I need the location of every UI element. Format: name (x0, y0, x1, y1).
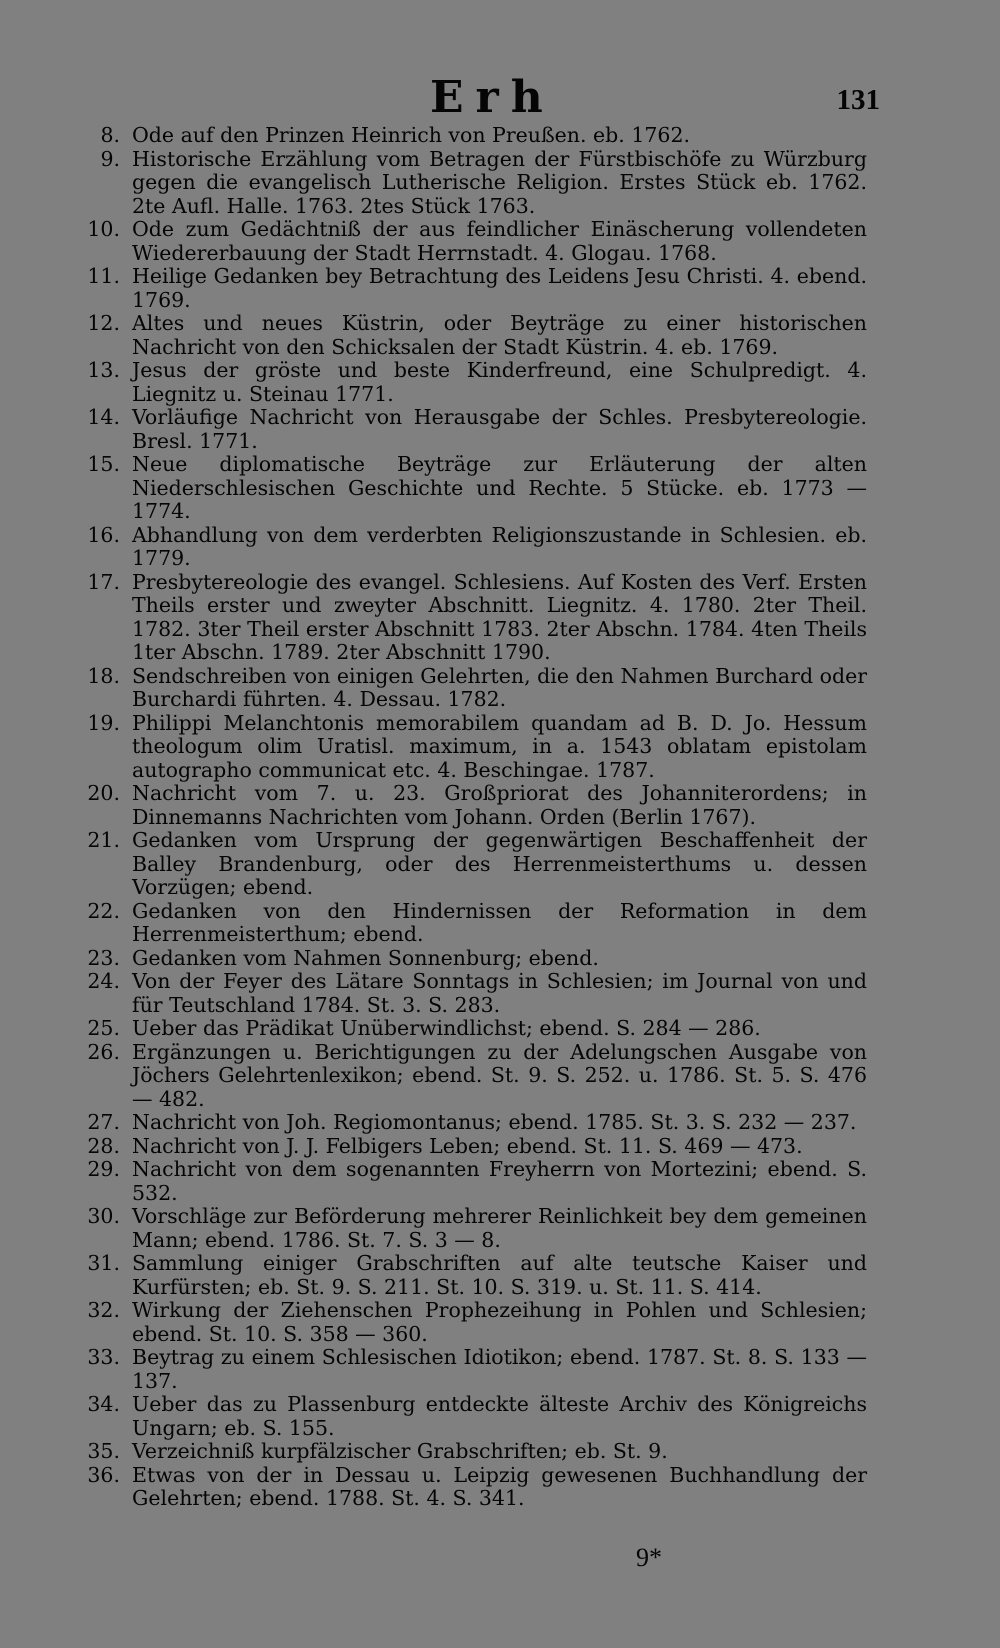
entry-number: 13. (87, 358, 120, 382)
entry-text: Ueber das Prädikat Unüberwindlichst; ebend. S. 284 — 286. (132, 1016, 761, 1040)
entry-number: 25. (87, 1016, 120, 1040)
bibliography-entry (0, 1346, 1000, 1393)
entry-text: Presbytereologie des evangel. Schlesiens. Auf Kosten des Verf. Ersten Theils erster und zweyter Abschnitt. Liegnitz. 4. 1780. 2ter Theil. 1782. 3ter Theil erster Abschnitt 1783. 2ter Abschn. 1784. 4ten Theils 1ter Abschn. 1789. 2ter Abschnitt 1790. (132, 569, 867, 664)
entry-text: Verzeichniß kurpfälzischer Grabschriften; eb. St. 9. (132, 1439, 668, 1463)
entry-text: Ode zum Gedächtniß der aus feindlicher Einäscherung vollendeten Wiedererbauung der Stadt Herrnstadt. 4. Glogau. 1768. (132, 217, 867, 265)
entry-text: Wirkung der Ziehenschen Prophezeihung in Pohlen und Schlesien; ebend. St. 10. S. 358 — 360. (132, 1298, 867, 1346)
entry-text: Ode auf den Prinzen Heinrich von Preußen. eb. 1762. (132, 123, 691, 147)
entry-text: Etwas von der in Dessau u. Leipzig gewesenen Buchhandlung der Gelehrten; ebend. 1788. St. 4. S. 341. (132, 1462, 867, 1510)
bibliography-entry (0, 1041, 1000, 1112)
signature-mark: 9* (636, 1543, 662, 1572)
bibliography-entry (0, 900, 1000, 947)
bibliography-list (0, 124, 1000, 1511)
entry-number: 30. (87, 1204, 120, 1228)
entry-text: Gedanken vom Ursprung der gegenwärtigen Beschaffenheit der Balley Brandenburg, oder des Herrenmeisterthums u. dessen Vorzügen; ebend. (132, 828, 867, 899)
entry-text: Nachricht von dem sogenannten Freyherrn von Mortezini; ebend. S. 532. (132, 1157, 867, 1205)
entry-number: 12. (87, 311, 120, 335)
entry-text: Nachricht vom 7. u. 23. Großpriorat des Johanniterordens; in Dinnemanns Nachrichten vom Johann. Orden (Berlin 1767). (132, 781, 867, 829)
entry-number: 9. (100, 146, 120, 171)
bibliography-entry (0, 1158, 1000, 1205)
entry-text: Jesus der gröste und beste Kinderfreund, eine Schulpredigt. 4. Liegnitz u. Steinau 1771. (132, 358, 867, 406)
bibliography-entry (0, 1464, 1000, 1511)
entry-number: 29. (87, 1157, 120, 1181)
entry-number: 33. (87, 1345, 120, 1369)
entry-text: Altes und neues Küstrin, oder Beyträge zu einer historischen Nachricht von den Schicksalen der Stadt Küstrin. 4. eb. 1769. (132, 311, 867, 359)
entry-number: 19. (87, 710, 120, 735)
entry-number: 32. (87, 1298, 120, 1322)
bibliography-entry (0, 947, 1000, 971)
page-number: 131 (836, 84, 880, 116)
entry-text: Neue diplomatische Beyträge zur Erläuterung der alten Niederschlesischen Geschichte und Rechte. 5 Stücke. eb. 1773 — 1774. (132, 452, 867, 523)
entry-text: Sendschreiben von einigen Gelehrten, die den Nahmen Burchard oder Burchardi führten. 4. Dessau. 1782. (132, 663, 867, 711)
bibliography-entry (0, 453, 1000, 524)
bibliography-entry (0, 970, 1000, 1017)
entry-text: Nachricht von Joh. Regiomontanus; ebend. 1785. St. 3. S. 232 — 237. (132, 1110, 857, 1134)
entry-text: Ergänzungen u. Berichtigungen zu der Adelungschen Ausgabe von Jöchers Gelehrtenlexikon; ebend. St. 9. S. 252. u. 1786. St. 5. S. 476 — 482. (132, 1039, 867, 1111)
entry-number: 31. (87, 1251, 120, 1275)
entry-number: 34. (87, 1392, 120, 1416)
bibliography-entry (0, 712, 1000, 783)
entry-number: 27. (87, 1110, 120, 1134)
entry-number: 16. (87, 522, 120, 547)
entry-text: Von der Feyer des Lätare Sonntags in Schlesien; im Journal von und für Teutschland 1784. St. 3. S. 283. (132, 969, 867, 1017)
entry-text: Sammlung einiger Grabschriften auf alte teutsche Kaiser und Kurfürsten; eb. St. 9. S. 211. St. 10. S. 319. u. St. 11. S. 414. (132, 1251, 867, 1299)
entry-number: 22. (87, 898, 120, 923)
entry-number: 11. (87, 264, 120, 288)
entry-text: Ueber das zu Plassenburg entdeckte älteste Archiv des Königreichs Ungarn; eb. S. 155. (132, 1392, 867, 1440)
entry-number: 18. (87, 663, 120, 688)
entry-number: 20. (87, 781, 120, 805)
entry-text: Heilige Gedanken bey Betrachtung des Leidens Jesu Christi. 4. ebend. 1769. (132, 264, 867, 312)
entry-number: 35. (87, 1439, 120, 1463)
entry-number: 15. (87, 452, 120, 476)
bibliography-entry (0, 571, 1000, 665)
entry-text: Vorschläge zur Beförderung mehrerer Reinlichkeit bey dem gemeinen Mann; ebend. 1786. St. 7. S. 3 — 8. (132, 1204, 867, 1252)
entry-text: Gedanken von den Hindernissen der Reformation in dem Herrenmeisterthum; ebend. (132, 898, 867, 946)
bibliography-entry (0, 406, 1000, 453)
entry-text: Abhandlung von dem verderbten Religionszustande in Schlesien. eb. 1779. (132, 522, 867, 570)
entry-number: 24. (87, 969, 120, 993)
bibliography-entry (0, 1135, 1000, 1159)
bibliography-entry (0, 782, 1000, 829)
running-head: Erh (430, 72, 555, 123)
entry-text: Vorläufige Nachricht von Herausgabe der Schles. Presbytereologie. Bresl. 1771. (132, 405, 867, 453)
bibliography-entry (0, 359, 1000, 406)
entry-number: 8. (100, 123, 120, 147)
bibliography-entry (0, 265, 1000, 312)
bibliography-entry (0, 218, 1000, 265)
bibliography-entry (0, 1205, 1000, 1252)
entry-number: 21. (87, 828, 120, 852)
entry-number: 14. (87, 405, 120, 429)
bibliography-entry (0, 124, 1000, 148)
bibliography-entry (0, 1440, 1000, 1464)
entry-text: Gedanken vom Nahmen Sonnenburg; ebend. (132, 945, 599, 970)
entry-number: 17. (87, 569, 120, 594)
entry-text: Historische Erzählung vom Betragen der Fürstbischöfe zu Würzburg gegen die evangelisch Lutherische Religion. Erstes Stück eb. 1762. 2te Aufl. Halle. 1763. 2tes Stück 1763. (132, 146, 867, 218)
bibliography-entry (0, 1111, 1000, 1135)
bibliography-entry (0, 829, 1000, 900)
entry-number: 10. (87, 217, 120, 241)
entry-number: 28. (87, 1133, 120, 1158)
entry-number: 26. (87, 1039, 120, 1064)
bibliography-entry (0, 1393, 1000, 1440)
bibliography-entry (0, 524, 1000, 571)
entry-text: Nachricht von J. J. Felbigers Leben; ebend. St. 11. S. 469 — 473. (132, 1133, 803, 1158)
bibliography-entry (0, 1017, 1000, 1041)
entry-text: Philippi Melanchtonis memorabilem quandam ad B. D. Jo. Hessum theologum olim Uratisl. maximum, in a. 1543 oblatam epistolam autographo communicat etc. 4. Beschingae. 1787. (132, 710, 867, 782)
entry-number: 36. (87, 1462, 120, 1487)
bibliography-entry (0, 1252, 1000, 1299)
bibliography-entry (0, 1299, 1000, 1346)
bibliography-entry (0, 148, 1000, 219)
entry-text: Beytrag zu einem Schlesischen Idiotikon; ebend. 1787. St. 8. S. 133 — 137. (132, 1345, 867, 1393)
entry-number: 23. (87, 945, 120, 970)
bibliography-entry (0, 312, 1000, 359)
bibliography-entry (0, 665, 1000, 712)
